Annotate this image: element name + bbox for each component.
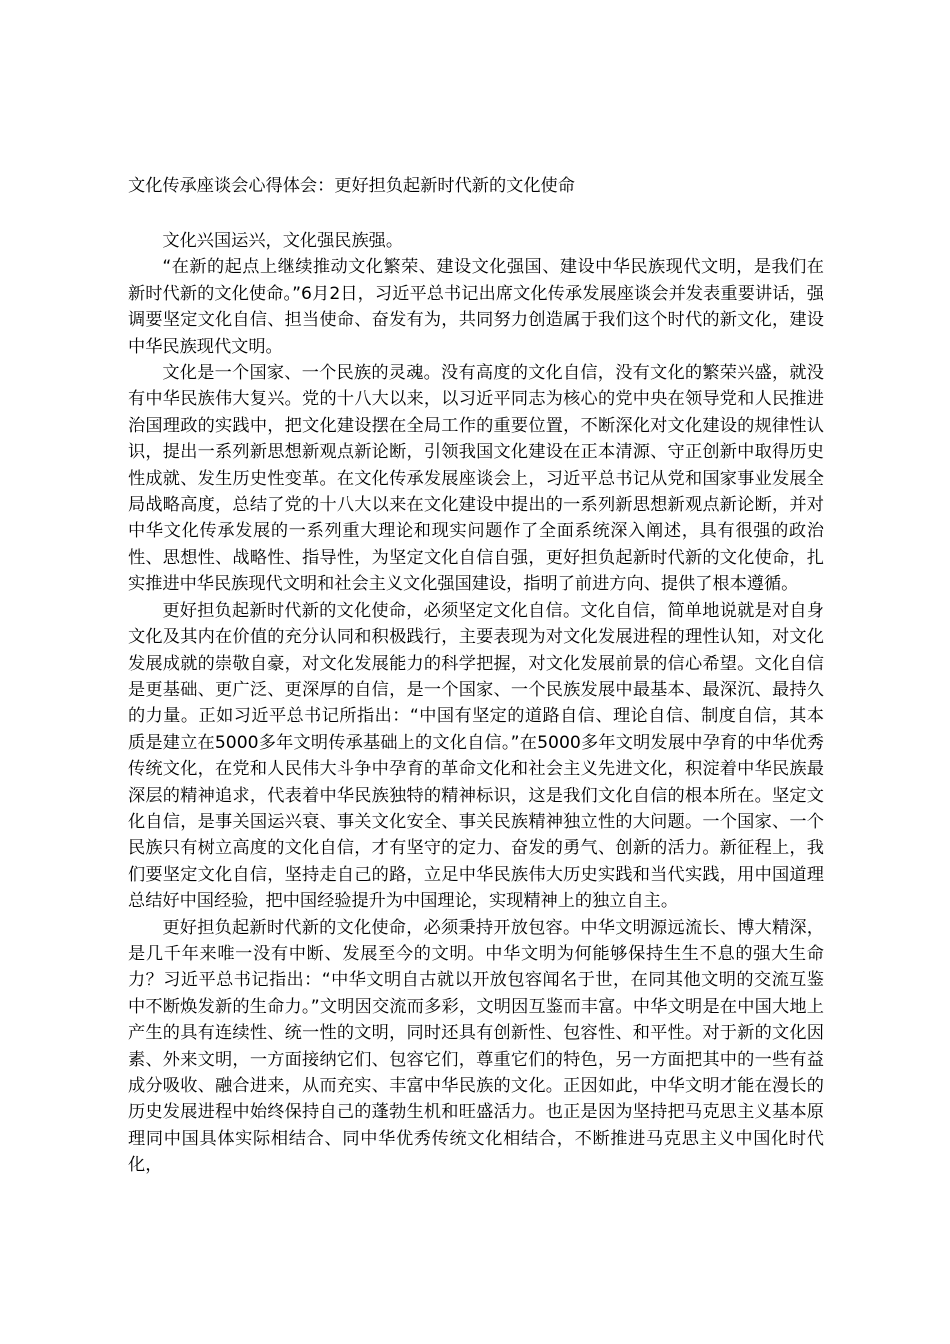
document-page	[128, 172, 824, 1179]
paragraph-5: 更好担负起新时代新的文化使命，必须秉持开放包容。中华文明源远流长、博大精深，是几千年来唯一没有中断、发展至今的文明。中华文明为何能够保持生生不息的强大生命力？习近平总书记指出：“中华文明自古就以开放包容闻名于世，在同其他文明的交流互鉴中不断焕发新的生命力。”文明因交流而多彩，文明因互鉴而丰富。中华文明是在中国大地上产生的具有连续性、统一性的文明，同时还具有创新性、包容性、和平性。对于新的文化因素、外来文明，一方面接纳它们、包容它们，尊重它们的特色，另一方面把其中的一些有益成分吸收、融合进来，从而充实、丰富中华民族的文化。正因如此，中华文明才能在漫长的历史发展进程中始终保持自己的蓬勃生机和旺盛活力。也正是因为坚持把马克思主义基本原理同中国具体实际相结合、同中华优秀传统文化相结合，不断推进马克思主义中国化时代化，	[128, 917, 824, 1176]
paragraph-3: 文化是一个国家、一个民族的灵魂。没有高度的文化自信，没有文化的繁荣兴盛，就没有中华民族伟大复兴。党的十八大以来，以习近平同志为核心的党中央在领导党和人民推进治国理政的实践中，把文化建设摆在全局工作的重要位置，不断深化对文化建设的规律性认识，提出一系列新思想新观点新论断，引领我国文化建设在正本清源、守正创新中取得历史性成就、发生历史性变革。在文化传承发展座谈会上，习近平总书记从党和国家事业发展全局战略高度，总结了党的十八大以来在文化建设中提出的一系列新思想新观点新论断，并对中华文化传承发展的一系列重大理论和现实问题作了全面系统深入阐述，具有很强的政治性、思想性、战略性、指导性，为坚定文化自信自强，更好担负起新时代新的文化使命，扎实推进中华民族现代文明和社会主义文化强国建设，指明了前进方向、提供了根本遵循。	[128, 363, 824, 595]
paragraph-2: “在新的起点上继续推动文化繁荣、建设文化强国、建设中华民族现代文明，是我们在新时代新的文化使命。”6月2日，习近平总书记出席文化传承发展座谈会并发表重要讲话，强调要坚定文化自信、担当使命、奋发有为，共同努力创造属于我们这个时代的新文化，建设中华民族现代文明。	[128, 257, 824, 357]
document-title: 文化传承座谈会心得体会：更好担负起新时代新的文化使命	[128, 176, 575, 196]
paragraph-4: 更好担负起新时代新的文化使命，必须坚定文化自信。文化自信，简单地说就是对自身文化及其内在价值的充分认同和积极践行，主要表现为对文化发展进程的理性认知，对文化发展成就的崇敬自豪，对文化发展能力的科学把握，对文化发展前景的信心希望。文化自信是更基础、更广泛、更深厚的自信，是一个国家、一个民族发展中最基本、最深沉、最持久的力量。正如习近平总书记所指出：“中国有坚定的道路自信、理论自信、制度自信，其本质是建立在5000多年文明传承基础上的文化自信。”在5000多年文明发展中孕育的中华优秀传统文化，在党和人民伟大斗争中孕育的革命文化和社会主义先进文化，积淀着中华民族最深层的精神追求，代表着中华民族独特的精神标识，这是我们文化自信的根本所在。坚定文化自信，是事关国运兴衰、事关文化安全、事关民族精神独立性的大问题。一个国家、一个民族只有树立高度的文化自信，才有坚守的定力、奋发的勇气、创新的活力。新征程上，我们要坚定文化自信，坚持走自己的路，立足中华民族伟大历史实践和当代实践，用中国道理总结好中国经验，把中国经验提升为中国理论，实现精神上的独立自主。	[128, 600, 824, 912]
paragraph-1: 文化兴国运兴，文化强民族强。	[162, 231, 404, 251]
